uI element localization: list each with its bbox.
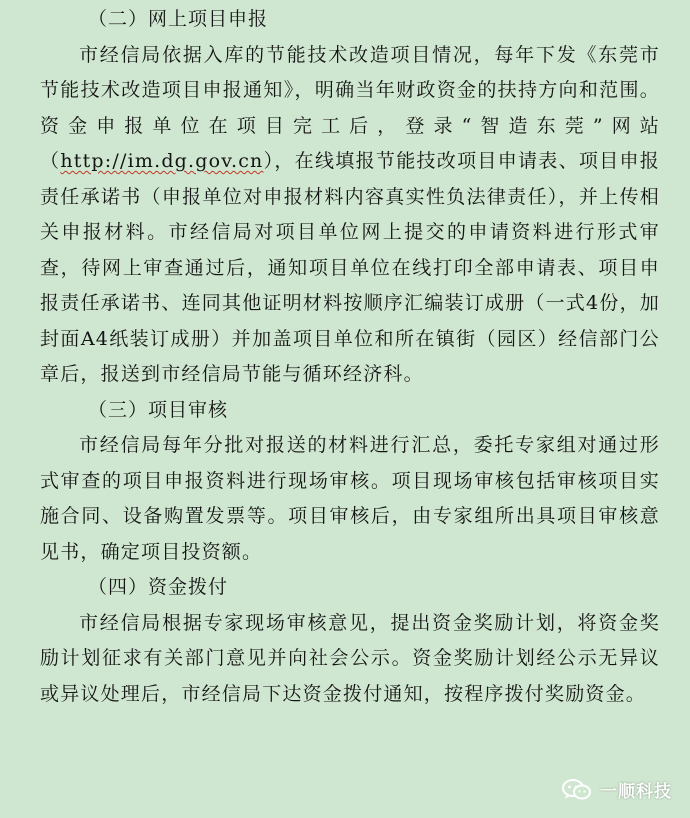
paragraph-text-before-link: 市经信局依据入库的节能技术改造项目情况，每年下发《东莞市节能技术改造项目申报通知》，明确当年财政资金的扶持方向和范围。资金申报单位在项目完工后，登录“智造东莞”网站（ (40, 43, 660, 172)
section-paragraph-fund-disbursement: 市经信局根据专家现场审核意见，提出资金奖励计划，将资金奖励计划征求有关部门意见并向社会公示。资金奖励计划经公示无异议或异议处理后，市经信局下达资金拨付通知，按程序拨付奖励资金。 (40, 611, 660, 705)
document-body (40, 2, 660, 712)
section-heading-fund-disbursement: （四）资金拨付 (88, 576, 229, 598)
section-paragraph-project-review: 市经信局每年分批对报送的材料进行汇总，委托专家组对通过形式审查的项目申报资料进行现场审核。项目现场审核包括审核项目实施合同、设备购置发票等。项目审核后，由专家组所出具项目审核意见书，确定项目投资额。 (40, 434, 660, 563)
section-paragraph-online-application (40, 38, 660, 393)
section-heading-online-application: （二）网上项目申报 (88, 8, 269, 30)
paragraph-text-after-link: ），在线填报节能技改项目申请表、项目申报责任承诺书（申报单位对申报材料内容真实性负法律责任），并上传相关申报材料。市经信局对项目单位网上提交的申请资料进行形式审查，待网上审查通过后，通知项目单位在线打印全部申请表、项目申报责任承诺书、连同其他证明材料按顺序汇编装订成册（一式4份，加封面A4纸装订成册）并加盖项目单位和所在镇街（园区）经信部门公章后，报送到市经信局节能与循环经济科。 (40, 150, 660, 385)
wechat-icon (562, 778, 592, 802)
section-heading-project-review: （三）项目审核 (88, 398, 229, 421)
watermark-text: 一顺科技 (600, 782, 672, 802)
watermark (562, 777, 672, 802)
website-link[interactable]: http://im.dg.gov.cn (60, 150, 264, 172)
